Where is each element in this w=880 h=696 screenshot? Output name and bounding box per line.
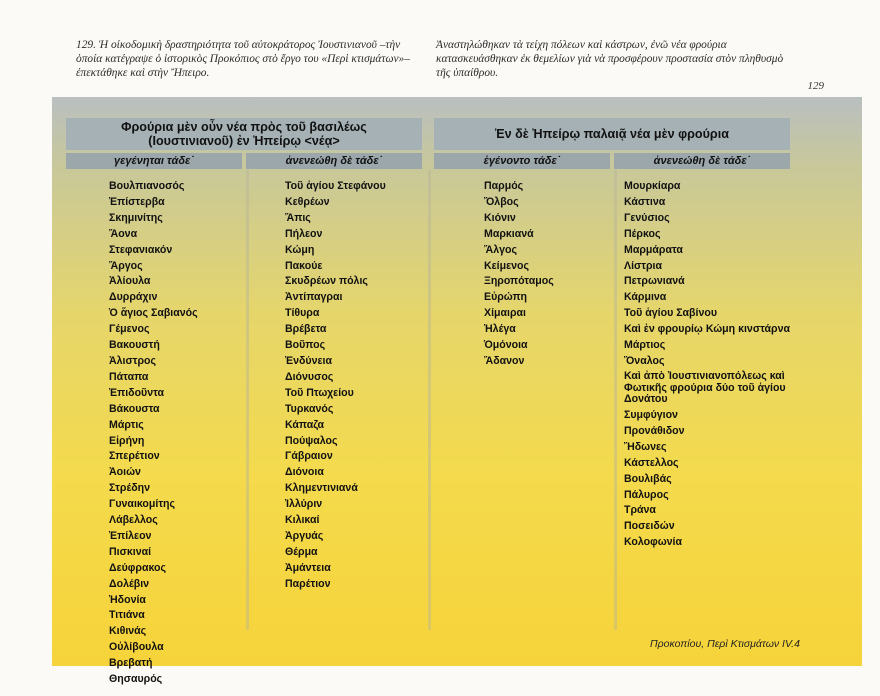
right-col1 xyxy=(484,179,614,370)
fortress-name: Παρμός xyxy=(484,180,524,192)
fortress-name: Κλημεντινιανά xyxy=(285,482,358,495)
fortress-name: Ἐπιδοῦντα xyxy=(109,386,165,399)
fortress-name: Ἄργος xyxy=(109,259,143,272)
right-col2 xyxy=(624,179,794,551)
fortress-name: Θέρμα xyxy=(285,545,318,558)
fortress-name: Κιλικαί xyxy=(285,514,320,527)
fortress-name: Τοῦ ἁγίου Στεφάνου xyxy=(285,180,386,192)
fortress-name: Ἀντίπαγραι xyxy=(285,291,343,304)
fortress-name: Κιόνιν xyxy=(484,211,516,224)
fortress-name: Ἤδωνες xyxy=(624,440,667,453)
fortress-name: Πάλυρος xyxy=(624,488,669,501)
fortress-name: Ἀλίουλα xyxy=(109,275,151,288)
fortress-name: Εὐρώπη xyxy=(484,291,528,304)
fortress-name: Βουλπιανοσός xyxy=(109,180,185,192)
fortress-name: Μαρμάρατα xyxy=(624,243,683,256)
left-header-line1: Φρούρια μὲν οὖν νέα πρὸς τοῦ βασιλέως xyxy=(121,120,367,134)
fortress-name: Ἰλλύριν xyxy=(285,498,323,511)
right-table-header: Ἐν δὲ Ἠπείρῳ παλαιᾷ νέα μὲν φρούρια xyxy=(434,118,790,150)
fortress-name: Δυρράχιν xyxy=(109,291,158,304)
fortress-name: Διόνυσος xyxy=(285,370,334,383)
fortress-name: Ὁμόνοια xyxy=(484,339,528,352)
left-col1 xyxy=(109,179,279,688)
fortress-name: Πούψαλος xyxy=(285,434,338,447)
fortress-name: Πετρωνιανά xyxy=(624,275,685,288)
fortress-name: Τυρκανός xyxy=(285,402,334,415)
fortress-name: Στρέδην xyxy=(109,482,151,495)
fortress-name: Διόνοια xyxy=(285,466,324,479)
fortress-name: Κιθινάς xyxy=(109,625,147,638)
fortress-name: Γέμενος xyxy=(109,323,150,336)
fortress-name: Κάστινα xyxy=(624,195,666,208)
fortress-name: Τιτιάνα xyxy=(109,609,145,622)
caption-right: Ἀναστηλώθηκαν τὰ τείχη πόλεων καὶ κάστρων, ἐνῶ νέα φρούρια κατασκευάσθηκαν ἐκ θεμελίων γιὰ νὰ προσφέρουν προστασία στὸν πληθυσμὸ τῆς ὑπαίθρου. xyxy=(436,39,784,79)
fortress-name: Ἐπίλεον xyxy=(109,529,152,542)
fortress-name: Ἄονα xyxy=(109,227,138,240)
fortress-name: Βάκουστα xyxy=(109,402,160,415)
fortress-name: Κάστελλος xyxy=(624,456,679,469)
fortress-name: Μάρτιος xyxy=(624,338,666,351)
fortress-name: Μάρτις xyxy=(109,418,144,431)
fortress-name: Ἄλγος xyxy=(484,243,517,256)
fortress-name: Ἡδονία xyxy=(109,593,146,606)
fortress-name: Σκημινίτης xyxy=(109,211,163,224)
right-table xyxy=(434,118,790,169)
fortress-name: Τράνα xyxy=(624,504,656,517)
fortress-name: Ἐπίστερβα xyxy=(109,195,165,208)
fortress-name: Ὄλβος xyxy=(484,195,519,208)
fortress-name: Εἰρήνη xyxy=(109,434,145,447)
fortress-name: Ἐνδύνεια xyxy=(285,354,332,367)
fortress-name: Ἠλέγα xyxy=(484,323,516,336)
fortress-name: Πάταπα xyxy=(109,370,149,383)
fortress-name: Ποσειδών xyxy=(624,520,675,533)
fortress-name: Λάβελλος xyxy=(109,514,158,527)
fortress-name: Δεύφρακος xyxy=(109,561,166,574)
fortress-name: Σπερέτιον xyxy=(109,450,160,463)
fortress-name: Παρέτιον xyxy=(285,577,331,590)
fortress-name: Ἄπις xyxy=(285,211,311,224)
fortress-name: Ξηροπόταμος xyxy=(484,275,554,288)
fortress-name: Τοῦ ἁγίου Σαβίνου xyxy=(624,307,718,320)
fortress-name: Βουλιβάς xyxy=(624,472,672,485)
fortress-name: Τοῦ Πτωχείου xyxy=(285,386,354,399)
left-table-header xyxy=(66,118,422,150)
fortress-name: Οὐλίβουλα xyxy=(109,641,164,654)
fortress-name: Κώμη xyxy=(285,243,315,256)
fortress-name: Κεθρέων xyxy=(285,195,330,208)
fortress-name: Βρέβετα xyxy=(285,323,327,336)
fortress-name: Στεφανιακόν xyxy=(109,243,173,256)
fortress-name: Ἄδανον xyxy=(484,354,525,367)
fortress-name: Σκυδρέων πόλις xyxy=(285,275,368,288)
fortress-name: Κάπαζα xyxy=(285,418,325,431)
fortress-name: Κολοφωνία xyxy=(624,536,682,549)
fortress-name: Χίμαιραι xyxy=(484,307,526,320)
source-citation: Προκοπίου, Περὶ Κτισμάτων IV.4 xyxy=(650,638,800,650)
fortress-name: Ἀργυάς xyxy=(285,529,324,542)
page-number: 129 xyxy=(807,80,824,92)
fortress-name: Πήλεον xyxy=(285,227,323,240)
column-divider xyxy=(614,170,617,630)
fortress-name: Πισκιναί xyxy=(109,545,152,558)
fortress-name: Καὶ ἐν φρουρίῳ Κώμη κινστάρνα xyxy=(624,323,790,336)
fortress-name: Γάβραιον xyxy=(285,450,333,463)
fortress-name: Μαρκιανά xyxy=(484,227,534,240)
fortress-name: Βακουστή xyxy=(109,339,160,352)
fortress-name: Θησαυρός xyxy=(109,673,163,686)
fortress-name: Βοῦπος xyxy=(285,339,326,352)
left-header-line2: (Ιουστινιανοῦ) ἐν Ἠπείρῳ <νέᾳ> xyxy=(148,134,340,148)
fortress-name: Καὶ ἀπὸ Ἰουστινιανοπόλεως καὶ Φωτικῆς φρούρια δύο τοῦ ἁγίου Δονάτου xyxy=(624,370,786,406)
fortress-name: Βρεβατή xyxy=(109,657,153,670)
fortress-name: Γενύσιος xyxy=(624,211,670,224)
fortress-name: Λίστρια xyxy=(624,259,662,272)
fortress-name: Πέρκος xyxy=(624,227,661,240)
fortress-name: Συμφύγιον xyxy=(624,408,678,421)
left-col1-heading: γεγένηται τάδε˙ xyxy=(66,153,242,169)
fortress-name: Ἀλιστρος xyxy=(109,354,156,367)
left-col2-heading: ἀνενεώθη δὲ τάδε˙ xyxy=(246,153,422,169)
fortress-name: Ὄναλος xyxy=(624,354,665,367)
right-col2-heading: ἀνενεώθη δὲ τάδε˙ xyxy=(614,153,790,169)
left-col2 xyxy=(285,179,435,593)
left-table xyxy=(66,118,422,169)
fortress-name: Κάρμινα xyxy=(624,291,667,304)
fortress-name: Ὁ ἅγιος Σαβιανός xyxy=(109,307,198,320)
fortress-name: Ἀοιών xyxy=(109,466,141,479)
fortress-name: Μουρκίαρα xyxy=(624,180,681,192)
caption-left: 129. Ἡ οἰκοδομικὴ δραστηριότητα τοῦ αὐτοκράτορος Ἰουστινιανοῦ –τὴν ὁποία κατέγραψε ὁ ἱστορικὸς Προκόπιος στὸ ἔργο του «Περὶ κτισμάτων»– ἐπεκτάθηκε καὶ στὴν Ἤπειρο. xyxy=(76,39,410,79)
fortress-name: Προνάθιδον xyxy=(624,424,685,437)
fortress-name: Γυναικομίτης xyxy=(109,498,176,511)
fortress-name: Δολέβιν xyxy=(109,577,150,590)
fortress-name: Ἀμάντεια xyxy=(285,561,331,574)
fortress-name: Κείμενος xyxy=(484,259,530,272)
fortress-name: Τίθυρα xyxy=(285,307,320,320)
right-col1-heading: ἐγένοντο τάδε˙ xyxy=(434,153,610,169)
fortress-name: Πακούε xyxy=(285,259,323,272)
